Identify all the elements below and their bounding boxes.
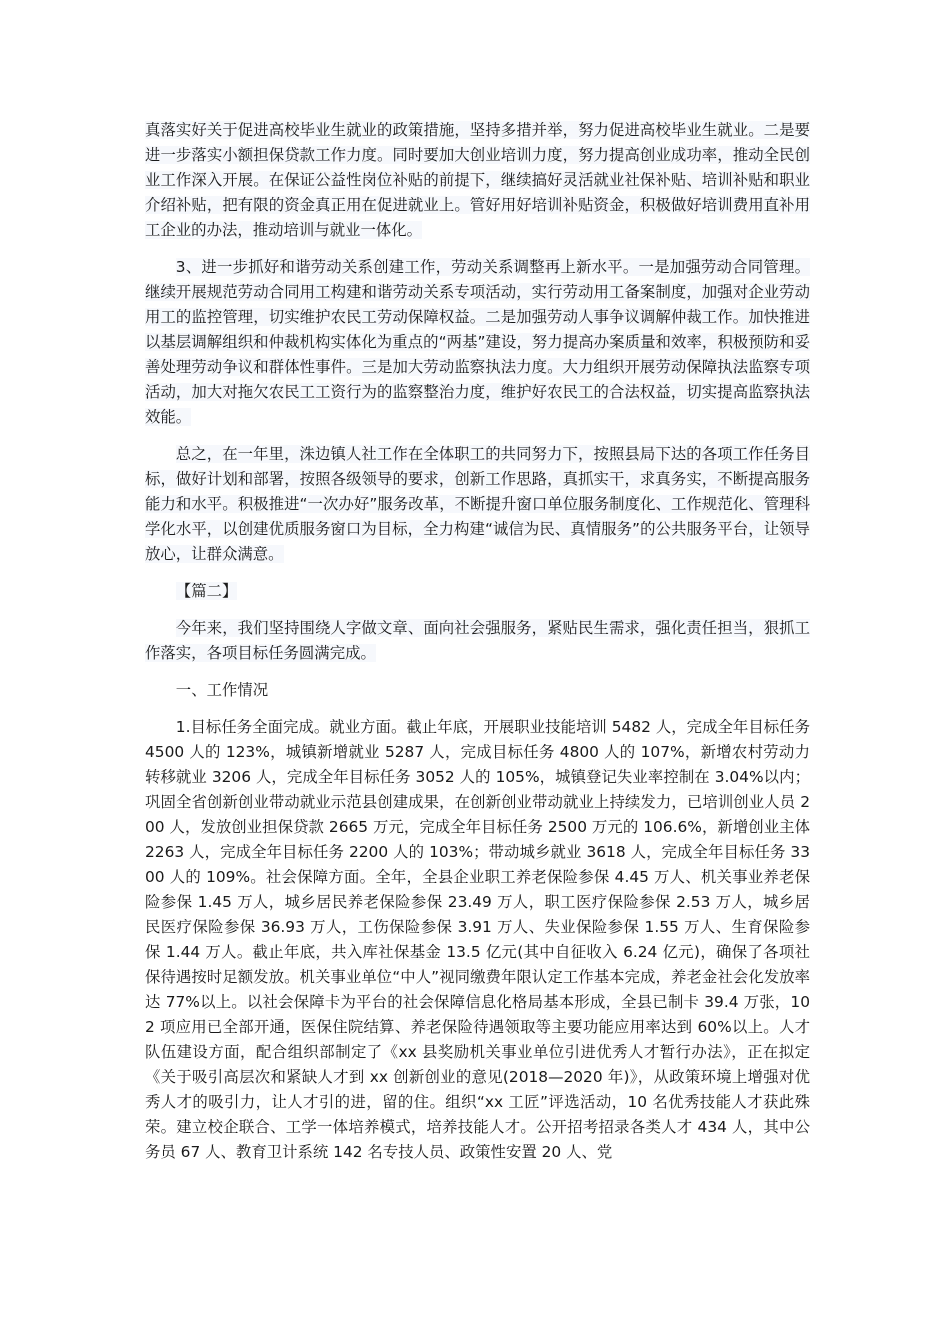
- paragraph-text: 总之，在一年里，洙边镇人社工作在全体职工的共同努力下，按照县局下达的各项工作任务目标，做好计划和部署，按照各级领导的要求，创新工作思路，真抓实干，求真务实，不断提高服务能力和水平。积极推进“一次办好”服务改革，不断提升窗口单位服务制度化、工作规范化、管理科学化水平，以创建优质服务窗口为目标，全力构建“诚信为民、真情服务”的公共服务平台，让领导放心，让群众满意。: [145, 445, 810, 563]
- section-heading-part-two: [145, 579, 810, 604]
- paragraph-labor-relations: [145, 255, 810, 430]
- paragraph-targets-completed: [145, 715, 810, 1165]
- paragraph-summary: [145, 442, 810, 567]
- document-body: [145, 118, 810, 1177]
- section-heading-work-status: [145, 678, 810, 703]
- heading-text: 【篇二】: [175, 582, 238, 600]
- heading-text: 一、工作情况: [175, 681, 269, 699]
- paragraph-text: 今年来，我们坚持围绕人字做文章、面向社会强服务，紧贴民生需求，强化责任担当，狠抓工作落实，各项目标任务圆满完成。: [145, 619, 810, 662]
- paragraph-text: 真落实好关于促进高校毕业生就业的政策措施，坚持多措并举，努力促进高校毕业生就业。二是要进一步落实小额担保贷款工作力度。同时要加大创业培训力度，努力提高创业成功率，推动全民创业工作深入开展。在保证公益性岗位补贴的前提下，继续搞好灵活就业社保补贴、培训补贴和职业介绍补贴，把有限的资金真正用在促进就业上。管好用好培训补贴资金，积极做好培训费用直补用工企业的办法，推动培训与就业一体化。: [145, 121, 810, 239]
- paragraph-policy-continuation: [145, 118, 810, 243]
- paragraph-text: 1.目标任务全面完成。就业方面。截止年底，开展职业技能培训 5482 人，完成全年目标任务 4500 人的 123%，城镇新增就业 5287 人，完成目标任务 4800 人的 107%，新增农村劳动力转移就业 3206 人，完成全年目标任务 3052 人的 105%，城镇登记失业率控制在 3.04%以内；巩固全省创新创业带动就业示范县创建成果，在创新创业带动就业上持续发力，已培训创业人员 200 人，发放创业担保贷款 2665 万元，完成全年目标任务 2500 万元的 106.6%，新增创业主体 2263 人，完成全年目标任务 2200 人的 103%；带动城乡就业 3618 人，完成全年目标任务 3300 人的 109%。社会保障方面。全年，全县企业职工养老保险参保 4.45 万人、机关事业养老保险参保 1.45 万人，城乡居民养老保险参保 23.49 万人，职工医疗保险参保 2.53 万人，城乡居民医疗保险参保 36.93 万人，工伤保险参保 3.91 万人、失业保险参保 1.55 万人、生育保险参保 1.44 万人。截止年底，共入库社保基金 13.5 亿元(其中自征收入 6.24 亿元)，确保了各项社保待遇按时足额发放。机关事业单位“中人”视同缴费年限认定工作基本完成，养老金社会化发放率达 77%以上。以社会保障卡为平台的社会保障信息化格局基本形成，全县已制卡 39.4 万张，102 项应用已全部开通，医保住院结算、养老保险待遇领取等主要功能应用率达到 60%以上。人才队伍建设方面，配合组织部制定了《xx 县奖励机关事业单位引进优秀人才暂行办法》，正在拟定《关于吸引高层次和紧缺人才到 xx 创新创业的意见(2018—2020 年)》，从政策环境上增强对优秀人才的吸引力，让人才引的进，留的住。组织“xx 工匠”评选活动，10 名优秀技能人才获此殊荣。建立校企联合、工学一体培养模式，培养技能人才。公开招考招录各类人才 434 人，其中公务员 67 人、教育卫计系统 142 名专技人员、政策性安置 20 人、党: [145, 718, 810, 1161]
- paragraph-intro: [145, 616, 810, 666]
- paragraph-text: 3、进一步抓好和谐劳动关系创建工作，劳动关系调整再上新水平。一是加强劳动合同管理。继续开展规范劳动合同用工构建和谐劳动关系专项活动，实行劳动用工备案制度，加强对企业劳动用工的监控管理，切实维护农民工劳动保障权益。二是加强劳动人事争议调解仲裁工作。加快推进以基层调解组织和仲裁机构实体化为重点的“两基”建设，努力提高办案质量和效率，积极预防和妥善处理劳动争议和群体性事件。三是加大劳动监察执法力度。大力组织开展劳动保障执法监察专项活动，加大对拖欠农民工工资行为的监察整治力度，维护好农民工的合法权益，切实提高监察执法效能。: [145, 258, 810, 426]
